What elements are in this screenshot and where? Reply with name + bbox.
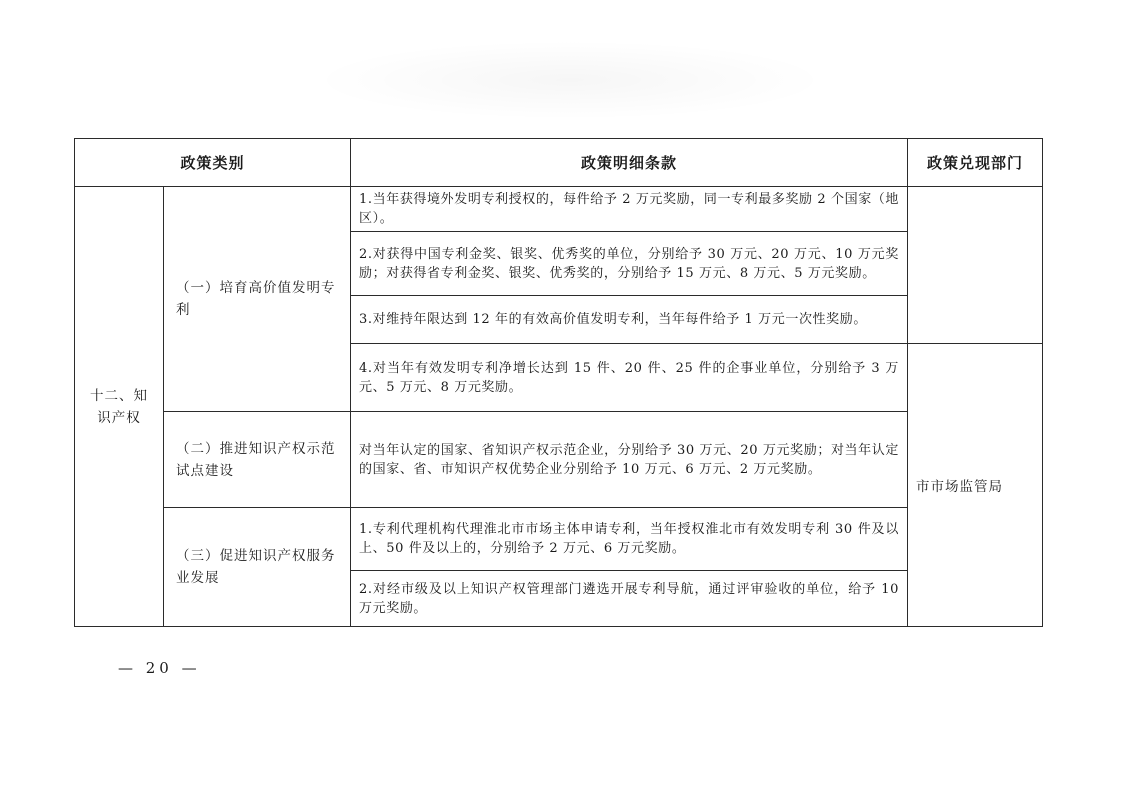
subcategory-2: （二）推进知识产权示范试点建设: [164, 412, 351, 508]
header-details: 政策明细条款: [351, 139, 908, 187]
detail-item: 1.专利代理机构代理淮北市市场主体申请专利，当年授权淮北市有效发明专利 30 件及以上、50 件及以上的，分别给予 2 万元、6 万元奖励。: [351, 508, 908, 571]
table-row: [75, 508, 1043, 571]
detail-item: 4.对当年有效发明专利净增长达到 15 件、20 件、25 件的企事业单位，分别给予 3 万元、5 万元、8 万元奖励。: [351, 344, 908, 412]
detail-item: 2.对经市级及以上知识产权管理部门遴选开展专利导航，通过评审验收的单位，给予 10 万元奖励。: [351, 571, 908, 627]
table-row: [75, 187, 1043, 232]
detail-item: 对当年认定的国家、省知识产权示范企业，分别给予 30 万元、20 万元奖励；对当年认定的国家、省、市知识产权优势企业分别给予 10 万元、6 万元、2 万元奖励。: [351, 412, 908, 508]
detail-item: 2.对获得中国专利金奖、银奖、优秀奖的单位，分别给予 30 万元、20 万元、10 万元奖励；对获得省专利金奖、银奖、优秀奖的，分别给予 15 万元、8 万元、5 万元奖励。: [351, 232, 908, 296]
department-cell-blank: [908, 187, 1043, 344]
detail-item: 1.当年获得境外发明专利授权的，每件给予 2 万元奖励，同一专利最多奖励 2 个国家（地区）。: [351, 187, 908, 232]
header-department: 政策兑现部门: [908, 139, 1043, 187]
subcategory-1: （一）培育高价值发明专利: [164, 187, 351, 412]
table-header-row: [75, 139, 1043, 187]
policy-table: [74, 138, 1043, 627]
page-number: — 20 —: [118, 659, 201, 677]
main-category: 十二、知识产权: [75, 187, 164, 627]
table-row: [75, 412, 1043, 508]
header-category: 政策类别: [75, 139, 351, 187]
subcategory-3: （三）促进知识产权服务业发展: [164, 508, 351, 627]
detail-item: 3.对维持年限达到 12 年的有效高价值发明专利，当年每件给予 1 万元一次性奖励。: [351, 296, 908, 344]
scan-bleed-through: [310, 40, 830, 120]
department: 市市场监管局: [908, 344, 1043, 627]
